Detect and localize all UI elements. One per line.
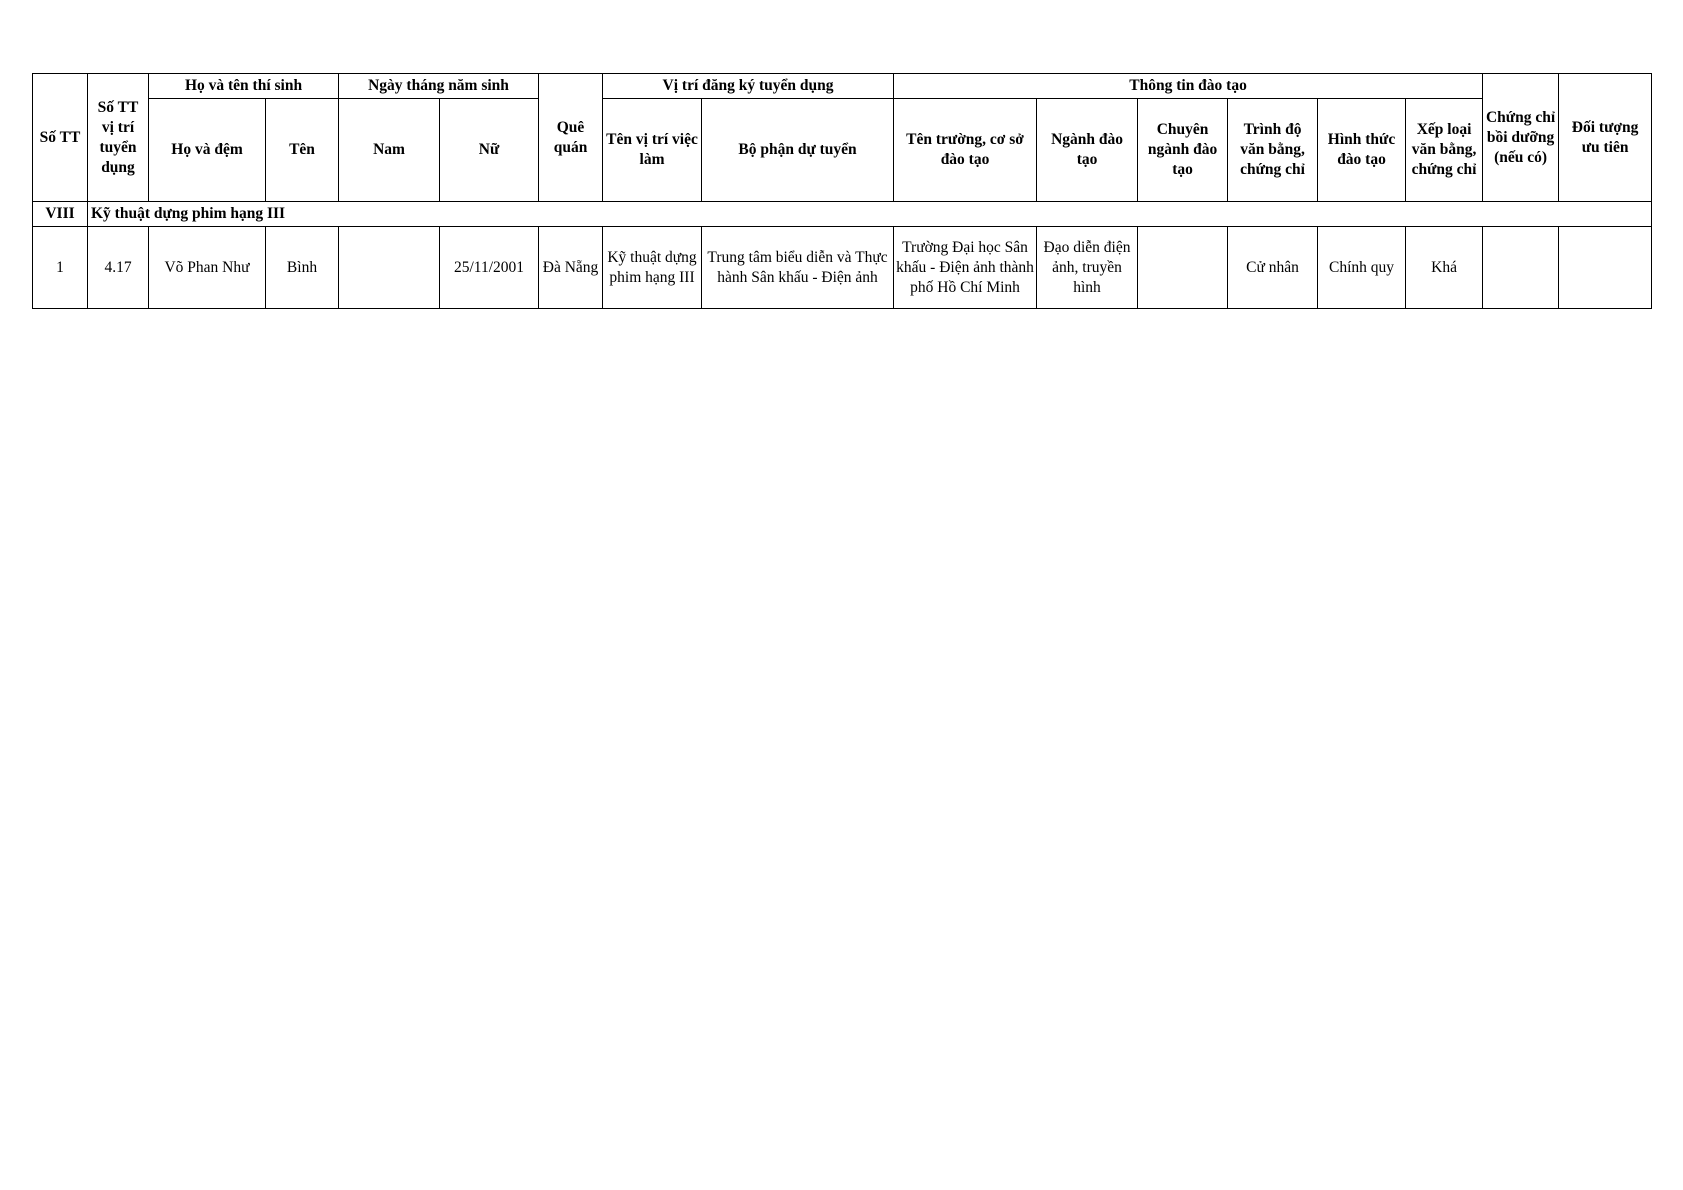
header-row-1	[33, 74, 1652, 99]
cell-chung-chi	[1483, 227, 1559, 309]
section-title: Kỹ thuật dựng phim hạng III	[88, 202, 1652, 227]
cell-chuyen-nganh	[1138, 227, 1228, 309]
header-ten-truong: Tên trường, cơ sở đào tạo	[894, 99, 1037, 202]
header-chung-chi: Chứng chỉ bồi dưỡng (nếu có)	[1483, 74, 1559, 202]
section-row	[33, 202, 1652, 227]
header-so-tt-vi-tri: Số TT vị trí tuyển dụng	[88, 74, 149, 202]
cell-doi-tuong	[1559, 227, 1652, 309]
header-bo-phan: Bộ phận dự tuyển	[702, 99, 894, 202]
header-ho-dem: Họ và đệm	[149, 99, 266, 202]
cell-nam	[339, 227, 440, 309]
cell-ten-vi-tri: Kỹ thuật dựng phim hạng III	[603, 227, 702, 309]
header-nu: Nữ	[440, 99, 539, 202]
cell-so-tt-vi-tri: 4.17	[88, 227, 149, 309]
header-ngay-sinh-group: Ngày tháng năm sinh	[339, 74, 539, 99]
cell-hinh-thuc: Chính quy	[1318, 227, 1406, 309]
header-vi-tri-group: Vị trí đăng ký tuyển dụng	[603, 74, 894, 99]
header-nganh: Ngành đào tạo	[1037, 99, 1138, 202]
header-xep-loai: Xếp loại văn bằng, chứng chỉ	[1406, 99, 1483, 202]
document-sheet	[32, 73, 1651, 309]
header-dao-tao-group: Thông tin đào tạo	[894, 74, 1483, 99]
cell-nganh: Đạo diễn điện ảnh, truyền hình	[1037, 227, 1138, 309]
header-doi-tuong: Đối tượng ưu tiên	[1559, 74, 1652, 202]
section-number: VIII	[33, 202, 88, 227]
cell-ten: Bình	[266, 227, 339, 309]
header-ho-ten-group: Họ và tên thí sinh	[149, 74, 339, 99]
header-que-quan: Quê quán	[539, 74, 603, 202]
header-ten: Tên	[266, 99, 339, 202]
cell-ho-dem: Võ Phan Như	[149, 227, 266, 309]
header-so-tt: Số TT	[33, 74, 88, 202]
candidate-table	[32, 73, 1652, 309]
cell-que-quan: Đà Nẵng	[539, 227, 603, 309]
cell-nu: 25/11/2001	[440, 227, 539, 309]
header-ten-vi-tri: Tên vị trí việc làm	[603, 99, 702, 202]
cell-xep-loai: Khá	[1406, 227, 1483, 309]
cell-trinh-do: Cử nhân	[1228, 227, 1318, 309]
cell-ten-truong: Trường Đại học Sân khấu - Điện ảnh thành phố Hồ Chí Minh	[894, 227, 1037, 309]
cell-so-tt: 1	[33, 227, 88, 309]
cell-bo-phan: Trung tâm biểu diễn và Thực hành Sân khấu - Điện ảnh	[702, 227, 894, 309]
header-row-2	[33, 99, 1652, 202]
header-chuyen-nganh: Chuyên ngành đào tạo	[1138, 99, 1228, 202]
table-row	[33, 227, 1652, 309]
header-hinh-thuc: Hình thức đào tạo	[1318, 99, 1406, 202]
header-trinh-do: Trình độ văn bằng, chứng chỉ	[1228, 99, 1318, 202]
header-nam: Nam	[339, 99, 440, 202]
